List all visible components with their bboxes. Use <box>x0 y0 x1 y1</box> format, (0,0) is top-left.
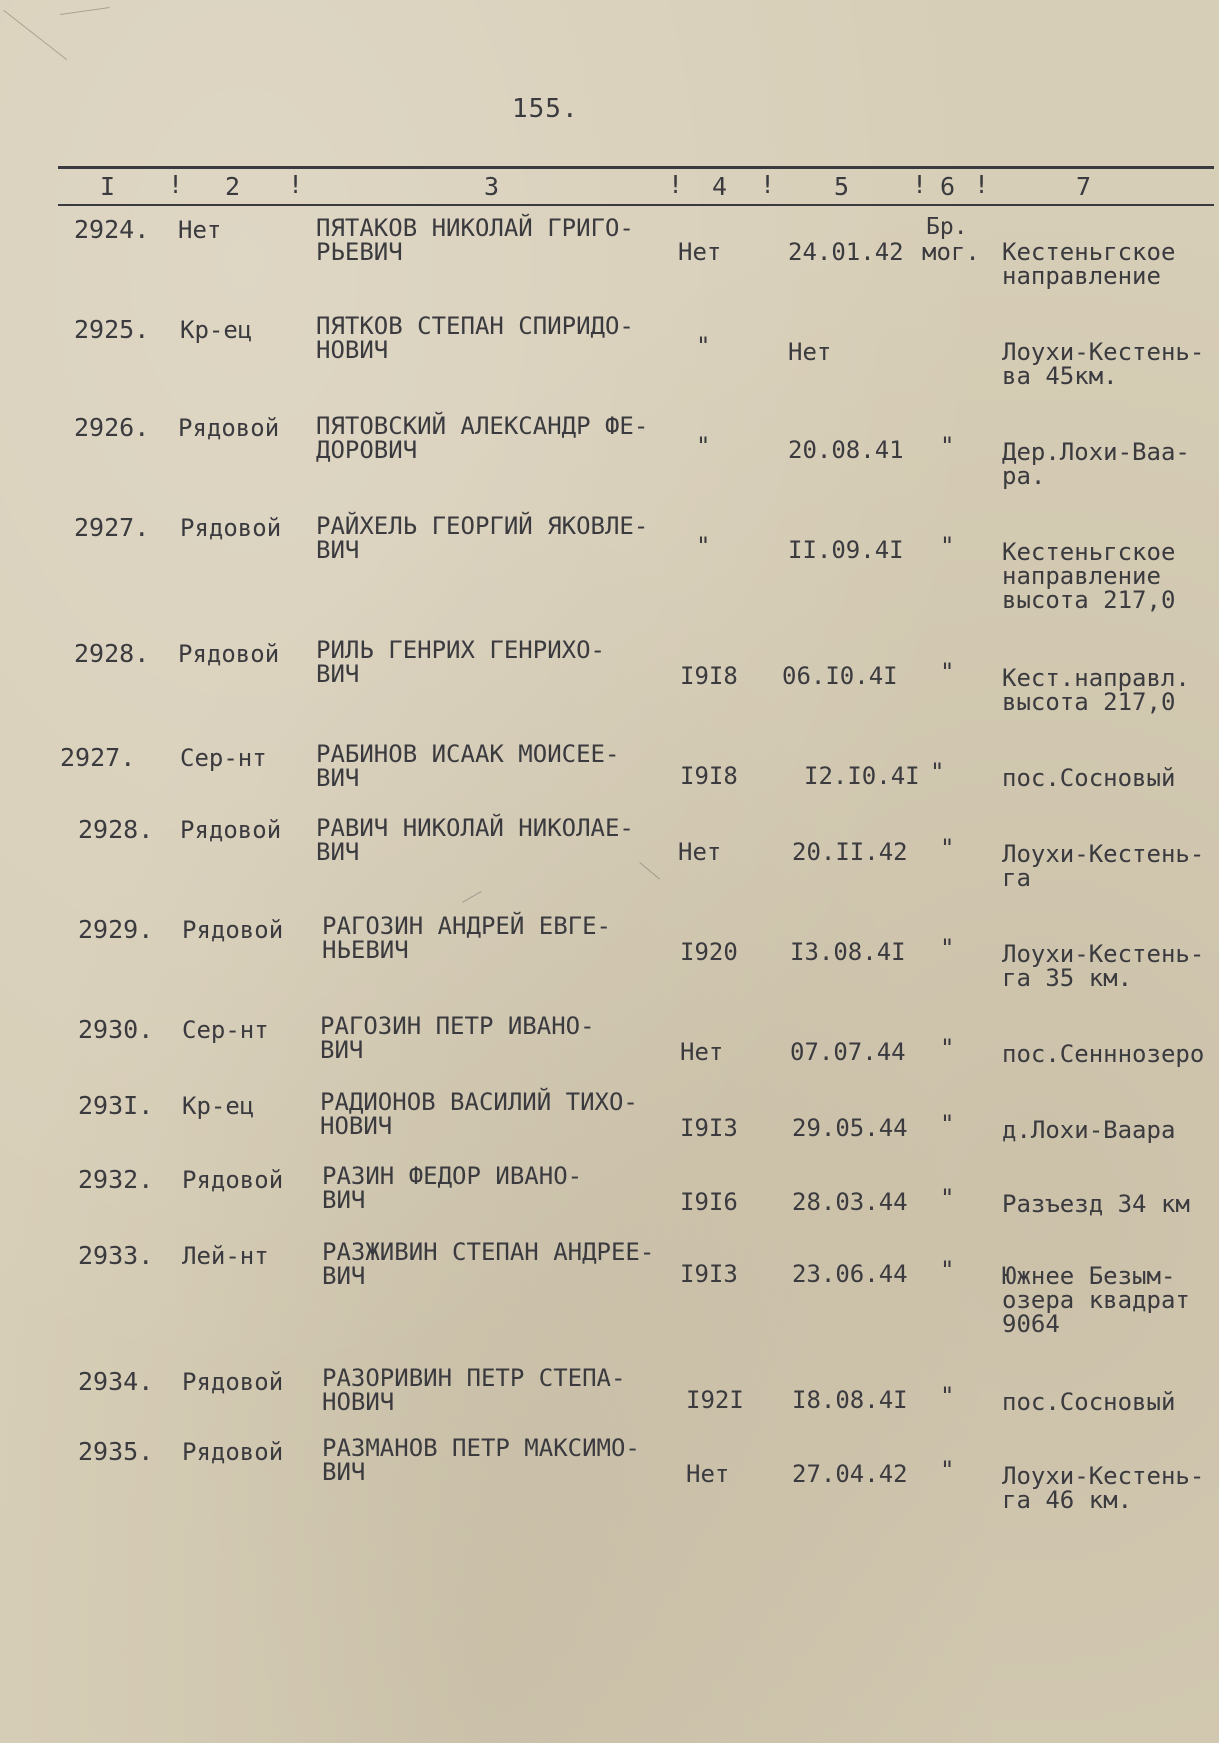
rank: Кр-ец <box>180 316 253 344</box>
record-number: 2928. <box>74 639 150 668</box>
burial: " <box>940 1034 955 1062</box>
name-line-1: РАЗИН ФЕДОР ИВАНО- <box>322 1162 583 1190</box>
column-header-6: 6 <box>940 172 956 201</box>
name-line-1: РАВИЧ НИКОЛАЙ НИКОЛАЕ- <box>316 814 634 842</box>
place-line-1: пос.Сосновый <box>1002 764 1176 792</box>
record-number: 2926. <box>74 413 150 442</box>
rank: Рядовой <box>178 414 280 442</box>
column-separator: ! <box>912 170 928 199</box>
death-date: 27.04.42 <box>792 1460 908 1488</box>
burial: " <box>940 834 955 862</box>
death-date: I8.08.4I <box>792 1386 908 1414</box>
name-line-2: НОВИЧ <box>320 1112 393 1140</box>
table-top-rule <box>58 166 1214 169</box>
name-line-1: РИЛЬ ГЕНРИХ ГЕНРИХО- <box>316 636 605 664</box>
place-line-2: га 46 км. <box>1002 1486 1133 1514</box>
name-line-1: РАГОЗИН АНДРЕЙ ЕВГЕ- <box>322 912 611 940</box>
place-line-2: га <box>1002 864 1031 892</box>
birth-year: " <box>696 532 711 560</box>
name-line-1: РАДИОНОВ ВАСИЛИЙ ТИХО- <box>320 1088 638 1116</box>
place-line-3: 9064 <box>1002 1310 1060 1338</box>
place-line-1: Лоухи-Кестень- <box>1002 940 1205 968</box>
record-number: 2927. <box>74 513 150 542</box>
death-date: Нет <box>788 338 832 366</box>
rank: Рядовой <box>182 1166 284 1194</box>
burial: " <box>940 1110 955 1138</box>
burial: " <box>940 1382 955 1410</box>
paper-scratch <box>639 862 660 879</box>
birth-year: Нет <box>678 838 722 866</box>
burial-annotation: Бр. <box>926 214 968 240</box>
burial: " <box>940 1184 955 1212</box>
place-line-1: Кестеньгское <box>1002 538 1176 566</box>
burial: " <box>940 658 955 686</box>
name-line-1: ПЯТАКОВ НИКОЛАЙ ГРИГО- <box>316 214 634 242</box>
death-date: 20.08.41 <box>788 436 904 464</box>
name-line-1: РАЗМАНОВ ПЕТР МАКСИМО- <box>322 1434 640 1462</box>
birth-year: I9I6 <box>680 1188 738 1216</box>
name-line-2: ВИЧ <box>316 764 360 792</box>
rank: Кр-ец <box>182 1092 255 1120</box>
name-line-1: РАЗЖИВИН СТЕПАН АНДРЕЕ- <box>322 1238 655 1266</box>
record-number: 2930. <box>78 1015 154 1044</box>
birth-year: I9I3 <box>680 1260 738 1288</box>
record-number: 2929. <box>78 915 154 944</box>
record-number: 2932. <box>78 1165 154 1194</box>
record-number: 2934. <box>78 1367 154 1396</box>
paper-scratch <box>462 891 482 903</box>
name-line-1: ПЯТКОВ СТЕПАН СПИРИДО- <box>316 312 634 340</box>
place-line-1: Дер.Лохи-Ваа- <box>1002 438 1190 466</box>
column-header-1: I <box>100 172 116 201</box>
record-number: 2935. <box>78 1437 154 1466</box>
name-line-2: НОВИЧ <box>322 1388 395 1416</box>
place-line-2: направление <box>1002 562 1161 590</box>
record-number: 2933. <box>78 1241 154 1270</box>
name-line-2: ВИЧ <box>316 838 360 866</box>
paper-scratch <box>3 10 67 60</box>
rank: Рядовой <box>182 916 284 944</box>
death-date: 06.I0.4I <box>782 662 898 690</box>
name-line-2: НЬЕВИЧ <box>322 936 409 964</box>
name-line-2: ВИЧ <box>322 1262 366 1290</box>
death-date: 28.03.44 <box>792 1188 908 1216</box>
rank: Рядовой <box>182 1438 284 1466</box>
death-date: 20.II.42 <box>792 838 908 866</box>
place-line-1: Лоухи-Кестень- <box>1002 338 1205 366</box>
column-separator: ! <box>668 170 684 199</box>
rank: Рядовой <box>182 1368 284 1396</box>
record-number: 293I. <box>78 1091 154 1120</box>
place-line-2: ра. <box>1002 462 1046 490</box>
record-number: 2927. <box>60 743 136 772</box>
birth-year: " <box>696 332 711 360</box>
place-line-1: Кест.направл. <box>1002 664 1190 692</box>
column-separator: ! <box>288 170 304 199</box>
rank: Нет <box>178 216 222 244</box>
rank: Сер-нт <box>180 744 267 772</box>
page-number: 155. <box>512 94 579 124</box>
burial: " <box>940 532 955 560</box>
birth-year: I9I8 <box>680 662 738 690</box>
column-header-4: 4 <box>712 172 728 201</box>
rank: Рядовой <box>180 816 282 844</box>
rank: Рядовой <box>180 514 282 542</box>
record-number: 2925. <box>74 315 150 344</box>
death-date: 23.06.44 <box>792 1260 908 1288</box>
burial: " <box>940 1456 955 1484</box>
record-number: 2928. <box>78 815 154 844</box>
name-line-1: РАГОЗИН ПЕТР ИВАНО- <box>320 1012 595 1040</box>
place-line-2: направление <box>1002 262 1161 290</box>
place-line-1: Разъезд 34 км <box>1002 1190 1190 1218</box>
record-number: 2924. <box>74 215 150 244</box>
place-line-1: Лоухи-Кестень- <box>1002 1462 1205 1490</box>
birth-year: " <box>696 432 711 460</box>
place-line-2: га 35 км. <box>1002 964 1133 992</box>
birth-year: Нет <box>680 1038 724 1066</box>
death-date: II.09.4I <box>788 536 904 564</box>
name-line-1: РАЗОРИВИН ПЕТР СТЕПА- <box>322 1364 626 1392</box>
column-separator: ! <box>760 170 776 199</box>
place-line-2: озера квадрат <box>1002 1286 1190 1314</box>
rank: Лей-нт <box>182 1242 269 1270</box>
place-line-1: пос.Сенннозеро <box>1002 1040 1205 1068</box>
column-header-3: 3 <box>484 172 500 201</box>
column-separator: ! <box>974 170 990 199</box>
name-line-2: НОВИЧ <box>316 336 389 364</box>
place-line-2: высота 217,0 <box>1002 688 1176 716</box>
name-line-2: РЬЕВИЧ <box>316 238 403 266</box>
death-date: 29.05.44 <box>792 1114 908 1142</box>
name-line-2: ВИЧ <box>316 660 360 688</box>
burial: " <box>930 758 945 786</box>
birth-year: I9I8 <box>680 762 738 790</box>
place-line-2: ва 45км. <box>1002 362 1118 390</box>
place-line-1: Лоухи-Кестень- <box>1002 840 1205 868</box>
rank: Рядовой <box>178 640 280 668</box>
place-line-1: Кестеньгское <box>1002 238 1176 266</box>
death-date: 07.07.44 <box>790 1038 906 1066</box>
table-header-rule <box>58 204 1214 206</box>
birth-year: I920 <box>680 938 738 966</box>
name-line-2: ВИЧ <box>320 1036 364 1064</box>
burial: " <box>940 1256 955 1284</box>
name-line-1: РАЙХЕЛЬ ГЕОРГИЙ ЯКОВЛЕ- <box>316 512 649 540</box>
name-line-1: ПЯТОВСКИЙ АЛЕКСАНДР ФЕ- <box>316 412 649 440</box>
name-line-1: РАБИНОВ ИСААК МОИСЕЕ- <box>316 740 620 768</box>
birth-year: I9I3 <box>680 1114 738 1142</box>
birth-year: Нет <box>678 238 722 266</box>
name-line-2: ДОРОВИЧ <box>316 436 418 464</box>
place-line-1: пос.Сосновый <box>1002 1388 1176 1416</box>
paper-scratch <box>60 7 110 15</box>
death-date: I2.I0.4I <box>804 762 920 790</box>
place-line-1: д.Лохи-Ваара <box>1002 1116 1176 1144</box>
rank: Сер-нт <box>182 1016 269 1044</box>
burial: " <box>940 934 955 962</box>
birth-year: I92I <box>686 1386 744 1414</box>
column-separator: ! <box>168 170 184 199</box>
column-header-7: 7 <box>1076 172 1092 201</box>
burial: мог. <box>922 238 980 266</box>
column-header-5: 5 <box>834 172 850 201</box>
burial: " <box>940 432 955 460</box>
death-date: I3.08.4I <box>790 938 906 966</box>
place-line-1: Южнее Безым- <box>1002 1262 1176 1290</box>
birth-year: Нет <box>686 1460 730 1488</box>
name-line-2: ВИЧ <box>322 1458 366 1486</box>
death-date: 24.01.42 <box>788 238 904 266</box>
name-line-2: ВИЧ <box>322 1186 366 1214</box>
name-line-2: ВИЧ <box>316 536 360 564</box>
column-header-2: 2 <box>225 172 241 201</box>
place-line-3: высота 217,0 <box>1002 586 1176 614</box>
